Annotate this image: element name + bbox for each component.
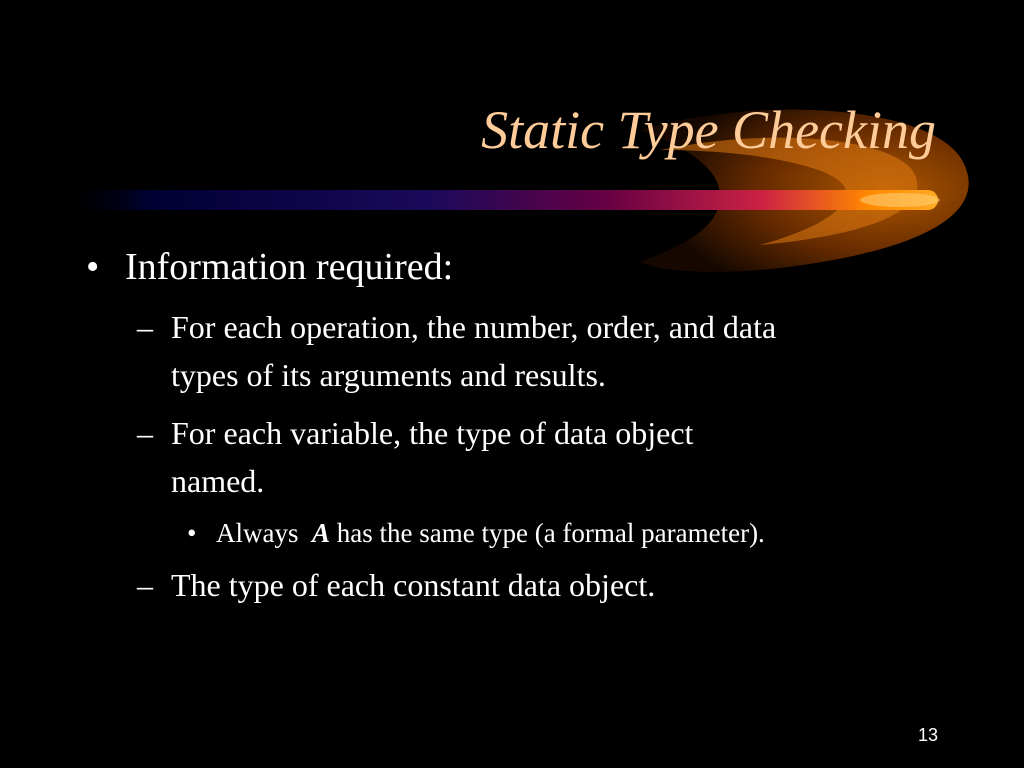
sub-bullet-operation-line2: types of its arguments and results. — [171, 357, 606, 393]
always-text: Always — [216, 518, 299, 548]
small-bullet-marker: • — [187, 518, 197, 548]
bullet-information-required: Information required: — [125, 246, 454, 288]
same-type-text: has the same type (a formal parameter). — [336, 518, 765, 548]
sub-bullet-variable-line1: For each variable, the type of data object — [171, 415, 694, 451]
sub-bullet-constant: The type of each constant data object. — [171, 567, 656, 603]
dash-marker: – — [137, 309, 153, 345]
sub-sub-bullet-always — [216, 516, 765, 550]
dash-marker: – — [137, 415, 153, 451]
slide-title: Static Type Checking — [481, 100, 936, 160]
bullet-marker: • — [86, 246, 100, 288]
sub-bullet-operation-line1: For each operation, the number, order, and data — [171, 309, 777, 345]
page-number: 13 — [917, 725, 938, 745]
sub-bullet-variable-line2: named. — [171, 463, 265, 499]
variable-a: A — [312, 518, 331, 548]
dash-marker: – — [137, 567, 153, 603]
